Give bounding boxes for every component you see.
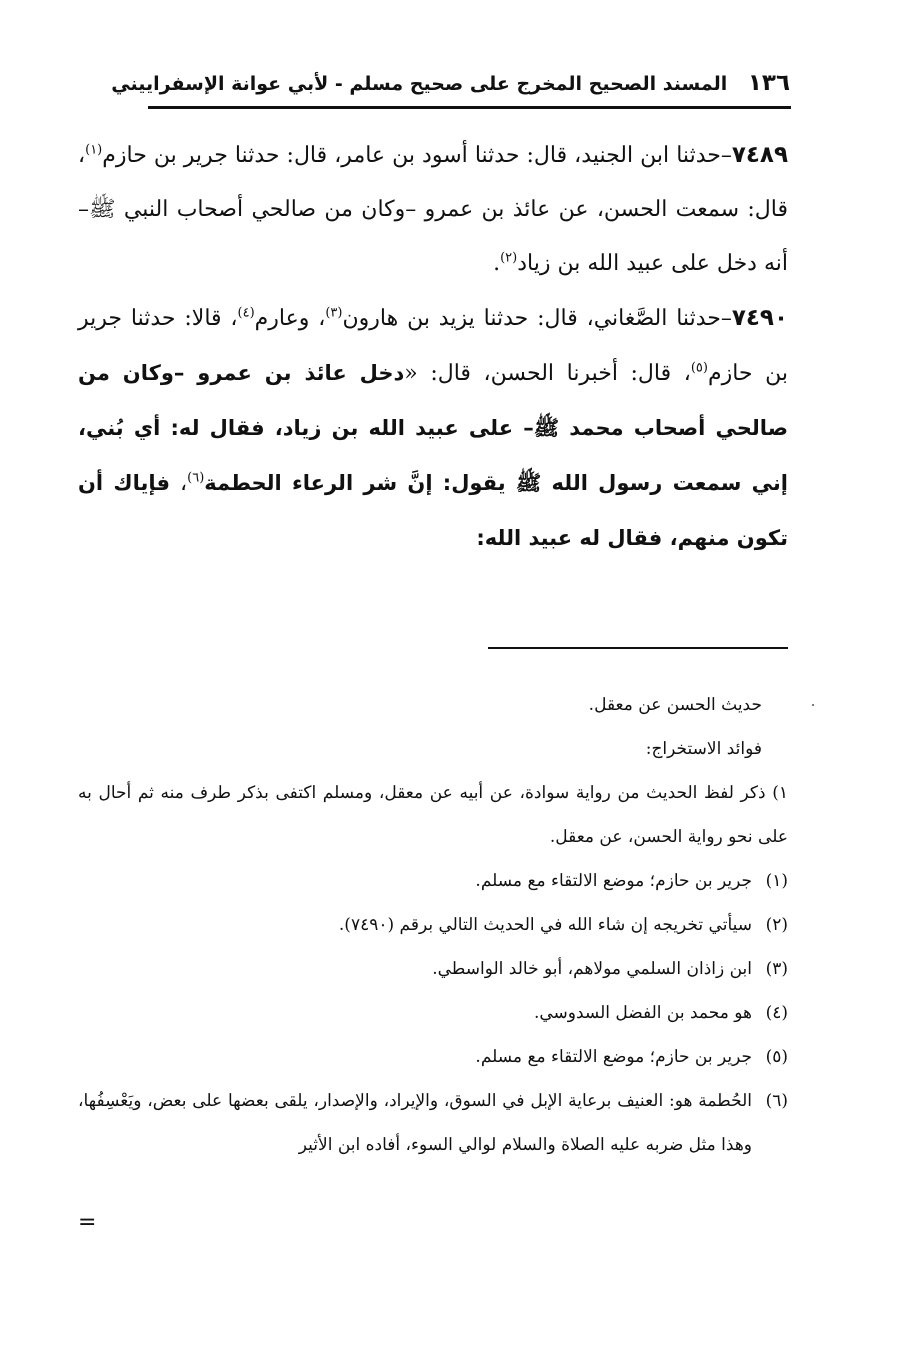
hadith-text: ، وعارم xyxy=(254,306,326,331)
footnote-separator xyxy=(488,647,788,649)
footnote-ref: (٥) xyxy=(690,360,708,376)
footnotes-section xyxy=(78,683,788,1167)
hadith-text: ، قالا: حدثنا جرير بن حازم xyxy=(78,306,788,386)
footnote-ref: (٢) xyxy=(500,250,518,266)
hadith-text: ، قال: أخبرنا الحسن، قال: « xyxy=(404,361,691,386)
footnote-text: جرير بن حازم؛ موضع الالتقاء مع مسلم. xyxy=(475,1047,752,1067)
footnote-number: (٦) xyxy=(765,1091,788,1111)
header-rule xyxy=(148,106,791,109)
footnote-carryover-heading: فوائد الاستخراج: xyxy=(645,739,762,759)
footnote-text: سيأتي تخريجه إن شاء الله في الحديث التالي برقم (٧٤٩٠). xyxy=(338,915,752,935)
footnote-text: الحُطمة هو: العنيف برعاية الإبل في السوق، والإيراد، والإصدار، يلقى بعضها على بعض، ويَعْسِفُها، وهذا مثل ضربه عليه الصلاة والسلام لوالي السوء، أفاده ابن الأثير xyxy=(78,1091,752,1155)
hadith-7490 xyxy=(78,291,788,566)
footnote-item xyxy=(78,903,788,947)
book-title: المسند الصحيح المخرج على صحيح مسلم - لأبي عوانة الإسفراييني xyxy=(111,73,728,95)
footnote-number: (٤) xyxy=(765,1003,788,1023)
hadith-text: –حدثنا الصَّغاني، قال: حدثنا يزيد بن هارون xyxy=(342,306,732,331)
continuation-mark: = xyxy=(78,1210,97,1235)
footnote-item xyxy=(78,1035,788,1079)
page-number: ١٣٦ xyxy=(747,70,790,96)
hadith-number: ٧٤٨٩ xyxy=(731,142,788,168)
footnote-ref: (٤) xyxy=(237,305,255,321)
footnote-ref: (٣) xyxy=(325,305,343,321)
footnote-item xyxy=(78,991,788,1035)
matn-bold-text: فإياك أن تكون منهم، فقال له عبيد الله: xyxy=(78,471,788,550)
hadith-text: –حدثنا ابن الجنيد، قال: حدثنا أسود بن عامر، قال: حدثنا جرير بن حازم xyxy=(102,143,732,168)
footnote-item xyxy=(78,1079,788,1167)
hadith-text: ، xyxy=(170,471,188,496)
footnote-ref: (٦) xyxy=(187,470,205,486)
footnote-number: (٢) xyxy=(765,915,788,935)
matn-bold-text: دخل عائذ بن عمرو –وكان من صالحي أصحاب محمد ﷺ– على عبيد الله بن زياد، فقال له: أي بُني، إني سمعت رسول الله ﷺ يقول: إنَّ شر الرعاء الحطمة xyxy=(78,361,788,495)
footnote-number: (١) xyxy=(765,871,788,891)
hadith-7489 xyxy=(78,128,788,291)
footnote-ref: (١) xyxy=(85,142,103,158)
footnote-text: جرير بن حازم؛ موضع الالتقاء مع مسلم. xyxy=(475,871,752,891)
footnote-item xyxy=(78,947,788,991)
running-header xyxy=(111,70,790,96)
footnote-number: (٥) xyxy=(765,1047,788,1067)
main-text xyxy=(78,128,788,566)
scan-speck xyxy=(812,704,814,706)
footnote-carryover-line: حديث الحسن عن معقل. xyxy=(588,695,762,715)
footnote-item xyxy=(78,859,788,903)
footnote-text: ابن زاذان السلمي مولاهم، أبو خالد الواسطي. xyxy=(432,959,752,979)
hadith-text: . xyxy=(493,251,501,276)
footnote-number: (٣) xyxy=(765,959,788,979)
footnote-carryover-point: ١) ذكر لفظ الحديث من رواية سوادة، عن أبيه عن معقل، ومسلم اكتفى بذكر طرف منه ثم أحال به على نحو رواية الحسن، عن معقل. xyxy=(78,783,788,847)
footnote-text: هو محمد بن الفضل السدوسي. xyxy=(533,1003,752,1023)
hadith-number: ٧٤٩٠ xyxy=(731,305,789,331)
hadith-text: ، قال: سمعت الحسن، عن عائذ بن عمرو –وكان من صالحي أصحاب النبي ﷺ– أنه دخل على عبيد الله بن زياد xyxy=(78,143,788,276)
